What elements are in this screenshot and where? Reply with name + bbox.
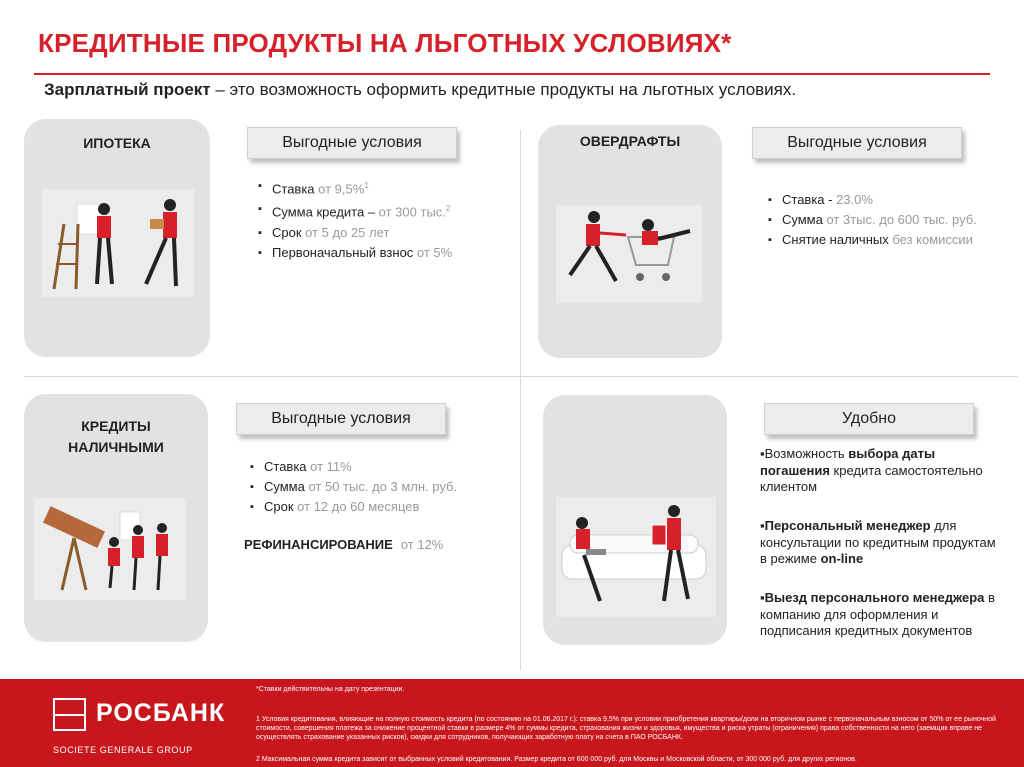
footnote-star: *Ставки действительны на дату презентации. bbox=[256, 686, 405, 693]
brand-subtitle: SOCIETE GENERALE GROUP bbox=[53, 745, 193, 755]
footer-bar bbox=[0, 679, 1024, 767]
refinancing-rate: от 12% bbox=[400, 537, 444, 552]
convenience-point-manager: ▪Персональный менеджер для консультации по кредитным продуктам в режиме on-line bbox=[760, 518, 996, 566]
cash-loans-conditions-box: Выгодные условия bbox=[236, 403, 446, 435]
mortgage-card bbox=[24, 119, 210, 357]
cash-loans-illustration bbox=[34, 498, 186, 600]
cash-loans-label: КРЕДИТЫ НАЛИЧНЫМИ bbox=[68, 418, 164, 455]
page-subtitle bbox=[44, 80, 796, 100]
mortgage-conditions-box: Выгодные условия bbox=[247, 127, 457, 159]
footnote-2: 2 Максимальная сумма кредита зависит от выбранных условий кредитования. Размер кредита от 600 000 руб. для Москвы и Московской области, от 300 000 руб. для других регионов. bbox=[256, 756, 857, 763]
list-item: ▪ Срок от 5 до 25 лет bbox=[258, 223, 452, 243]
refinancing-label: РЕФИНАНСИРОВАНИЕ bbox=[244, 537, 393, 552]
list-item: ▪ Снятие наличных без комиссии bbox=[768, 230, 977, 250]
refinancing-line bbox=[244, 537, 443, 552]
mortgage-illustration bbox=[42, 189, 194, 297]
overdraft-label: ОВЕРДРАФТЫ bbox=[579, 133, 681, 149]
convenience-point-date: ▪Возможность выбора даты погашения кредита самостоятельно клиентом bbox=[760, 446, 983, 494]
title-divider bbox=[34, 73, 990, 75]
rosbank-logo-icon bbox=[53, 698, 86, 731]
convenience-box: Удобно bbox=[764, 403, 974, 435]
convenience-card bbox=[543, 395, 727, 645]
list-item: ▪ Сумма от 50 тыс. до 3 млн. руб. bbox=[250, 477, 457, 497]
overdraft-conditions-list bbox=[768, 190, 977, 250]
mortgage-conditions-list bbox=[258, 176, 452, 263]
cash-loans-card bbox=[24, 394, 208, 642]
list-item: ▪ Сумма от 3тыс. до 600 тыс. руб. bbox=[768, 210, 977, 230]
footnote-1: 1 Условия кредитования, влияющие на полную стоимость кредита (по состоянию на 01.06.2017 г.): ставка 9,5% при условии приобретения квартиры/доли на вторичном рынке с первоначальным взносом от 50% от ее рыночной стоимости, совершения платежа за снижение процентной ставки в размере 4% от суммы кредита, страхования жизни и здоровья, имущества и риска утраты (ограничения) права собственности на него (заемщик вправе не осуществлять страхование указанных рисков), скидки для сотрудников, получающих заработную плату на счета в ПАО РОСБАНК. bbox=[256, 716, 996, 741]
convenience-point-visit: ▪Выезд персонального менеджера в компанию для оформления и подписания кредитных документов bbox=[760, 590, 995, 638]
mortgage-label: ИПОТЕКА bbox=[83, 135, 151, 151]
page-title: КРЕДИТНЫЕ ПРОДУКТЫ НА ЛЬГОТНЫХ УСЛОВИЯХ* bbox=[38, 28, 732, 58]
subtitle-rest: – это возможность оформить кредитные продукты на льготных условиях. bbox=[210, 80, 797, 99]
list-item: ▪ Сумма кредита – от 300 тыс.$^2$ bbox=[258, 199, 452, 222]
cash-loans-conditions-list bbox=[250, 457, 457, 517]
overdraft-card bbox=[538, 125, 722, 358]
subtitle-bold: Зарплатный проект bbox=[44, 80, 211, 99]
horizontal-divider bbox=[24, 376, 1018, 377]
overdraft-illustration bbox=[556, 205, 702, 303]
list-item: ▪ Ставка от 11% bbox=[250, 457, 457, 477]
brand-name: РОСБАНК bbox=[96, 699, 226, 727]
vertical-divider bbox=[520, 130, 521, 670]
overdraft-conditions-box: Выгодные условия bbox=[752, 127, 962, 159]
list-item: ▪ Ставка от 9,5%$^1$ bbox=[258, 176, 452, 199]
convenience-illustration bbox=[556, 497, 716, 617]
list-item: ▪ Ставка - 23.0% bbox=[768, 190, 977, 210]
list-item: ▪ Первоначальный взнос от 5% bbox=[258, 243, 452, 263]
list-item: ▪ Срок от 12 до 60 месяцев bbox=[250, 497, 457, 517]
